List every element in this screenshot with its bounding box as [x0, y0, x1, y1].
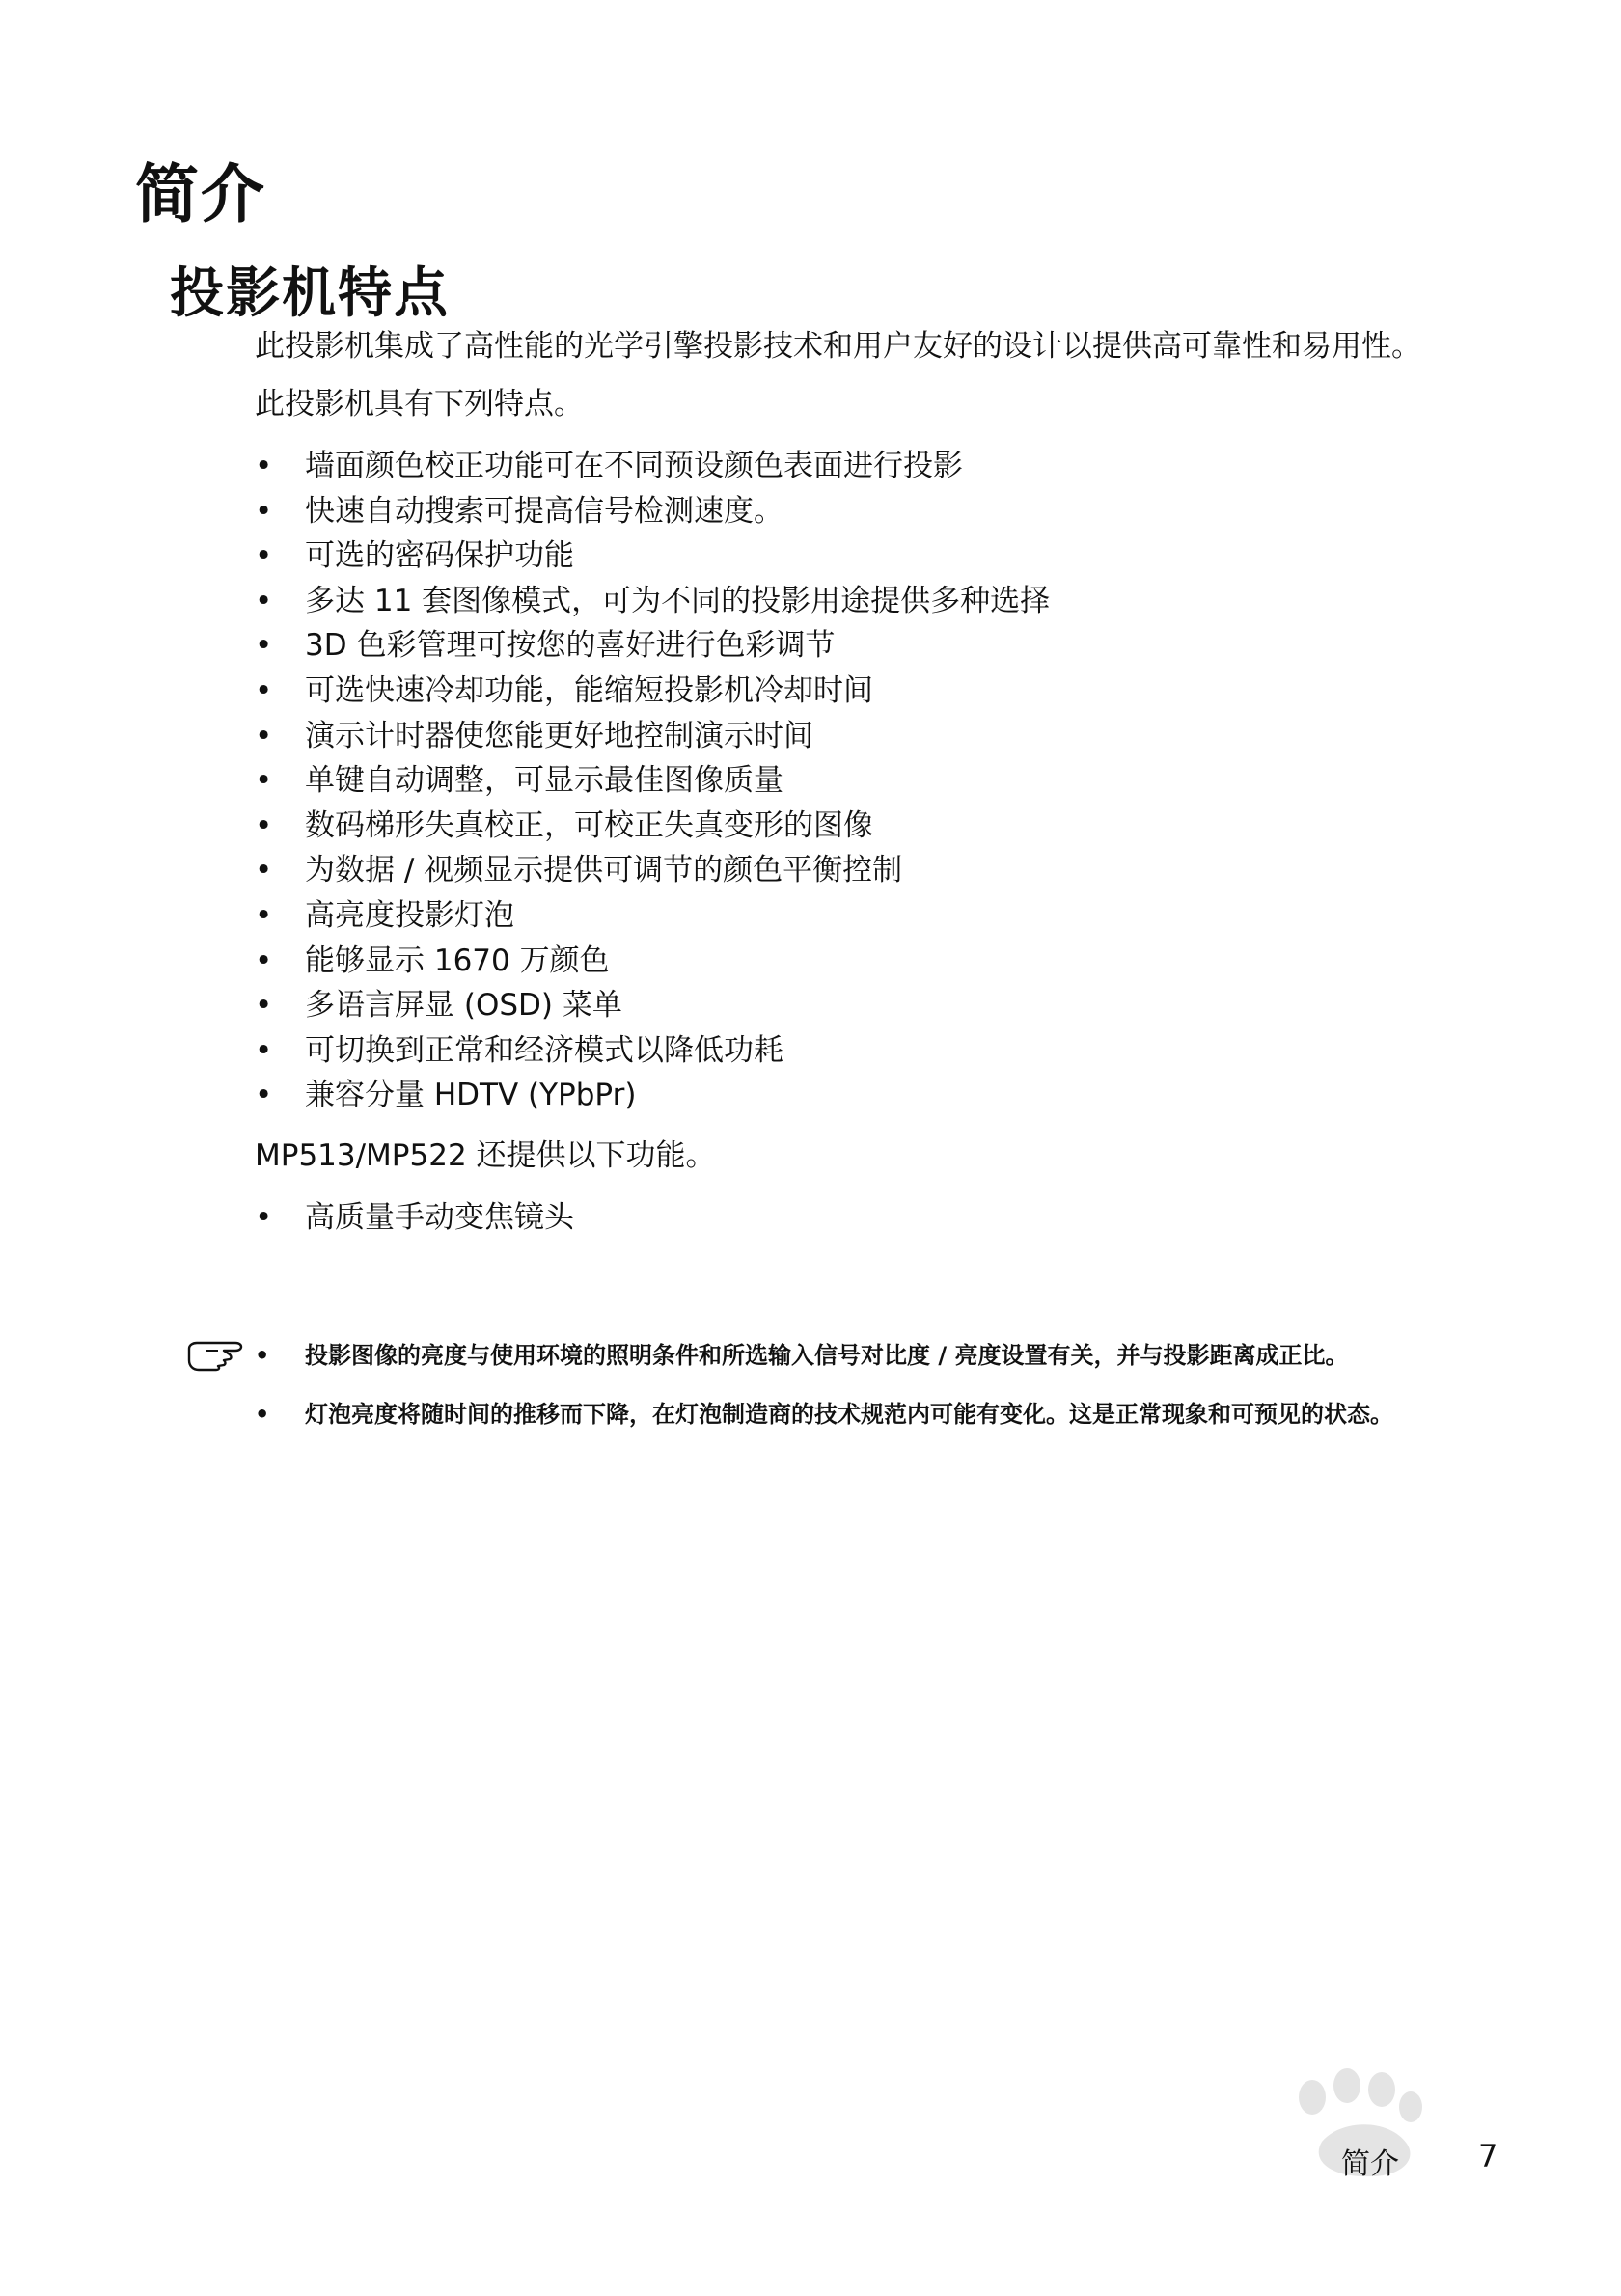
- feature-item-text: 单键自动调整，可显示最佳图像质量: [305, 763, 783, 799]
- feature-item: [255, 804, 1470, 849]
- bullet-icon: •: [255, 493, 273, 529]
- bullet-icon: •: [255, 763, 273, 799]
- feature-item-text: 高亮度投影灯泡: [305, 897, 514, 933]
- note-item-text: 灯泡亮度将随时间的推移而下降，在灯泡制造商的技术规范内可能有变化。这是正常现象和可预见的状态。: [305, 1401, 1393, 1428]
- feature-item-text: 数码梯形失真校正，可校正失真变形的图像: [305, 807, 873, 843]
- note-list: [255, 1339, 1470, 1431]
- note-item: [255, 1339, 1470, 1372]
- feature-item: [255, 758, 1470, 804]
- feature-item: [255, 1028, 1470, 1074]
- feature-item: [255, 533, 1470, 579]
- feature-item-text: 快速自动搜索可提高信号检测速度。: [305, 493, 783, 529]
- feature-list: [255, 444, 1470, 1118]
- feature-item: [255, 669, 1470, 714]
- pointing-hand-icon: [185, 1337, 251, 1376]
- feature-item: [255, 893, 1470, 939]
- feature-item-text: 墙面颜色校正功能可在不同预设颜色表面进行投影: [305, 449, 963, 483]
- bullet-icon: •: [255, 807, 273, 843]
- bullet-icon: •: [255, 1401, 270, 1428]
- feature-item: [255, 1073, 1470, 1118]
- section-title: 投影机特点: [170, 262, 450, 325]
- bullet-icon: •: [255, 1032, 273, 1068]
- feature-item: [255, 848, 1470, 893]
- bullet-icon: •: [255, 583, 273, 618]
- chapter-title: 简介: [135, 157, 266, 232]
- feature-item: [255, 939, 1470, 984]
- bullet-icon: •: [255, 853, 273, 888]
- feature-item: [255, 444, 1470, 489]
- feature-item-text: 可选快速冷却功能，能缩短投影机冷却时间: [305, 672, 873, 708]
- bullet-icon: •: [255, 897, 273, 933]
- lead-paragraph: 此投影机具有下列特点。: [255, 387, 584, 422]
- bullet-icon: •: [255, 943, 273, 978]
- page-number: 7: [1478, 2138, 1498, 2174]
- feature-item-text: 演示计时器使您能更好地控制演示时间: [305, 718, 813, 753]
- feature-item: [255, 489, 1470, 534]
- bullet-icon: •: [255, 672, 273, 708]
- note-item-text: 投影图像的亮度与使用环境的照明条件和所选输入信号对比度 / 亮度设置有关，并与投影距离成正比。: [305, 1342, 1349, 1369]
- feature-item-text: 能够显示 1670 万颜色: [305, 943, 610, 978]
- bullet-icon: •: [255, 1078, 273, 1113]
- intro-paragraph: 此投影机集成了高性能的光学引擎投影技术和用户友好的设计以提供高可靠性和易用性。: [255, 329, 1421, 364]
- feature-item-text: 可选的密码保护功能: [305, 538, 574, 574]
- feature-item-text: 多达 11 套图像模式，可为不同的投影用途提供多种选择: [305, 583, 1051, 618]
- model-feature-list: [255, 1195, 1470, 1240]
- bullet-icon: •: [255, 1342, 270, 1369]
- note-item: [255, 1398, 1470, 1431]
- bullet-icon: •: [255, 449, 273, 483]
- footer-section-label: 简介: [1341, 2147, 1399, 2181]
- bullet-icon: •: [255, 988, 273, 1024]
- feature-item: [255, 579, 1470, 624]
- feature-item-text: 可切换到正常和经济模式以降低功耗: [305, 1032, 783, 1068]
- feature-item-text: 多语言屏显 (OSD) 菜单: [305, 988, 622, 1024]
- feature-item: [255, 714, 1470, 759]
- model-feature-item-text: 高质量手动变焦镜头: [305, 1199, 574, 1235]
- feature-item: [255, 623, 1470, 669]
- bullet-icon: •: [255, 1199, 273, 1235]
- bullet-icon: •: [255, 538, 273, 574]
- feature-item: [255, 983, 1470, 1028]
- feature-item-text: 3D 色彩管理可按您的喜好进行色彩调节: [305, 628, 836, 664]
- bullet-icon: •: [255, 628, 273, 664]
- feature-item-text: 兼容分量 HDTV (YPbPr): [305, 1078, 637, 1113]
- models-paragraph: MP513/MP522 还提供以下功能。: [255, 1137, 716, 1173]
- section-body: [255, 328, 1470, 1240]
- feature-item-text: 为数据 / 视频显示提供可调节的颜色平衡控制: [305, 853, 903, 888]
- bullet-icon: •: [255, 718, 273, 753]
- model-feature-item: [255, 1195, 1470, 1240]
